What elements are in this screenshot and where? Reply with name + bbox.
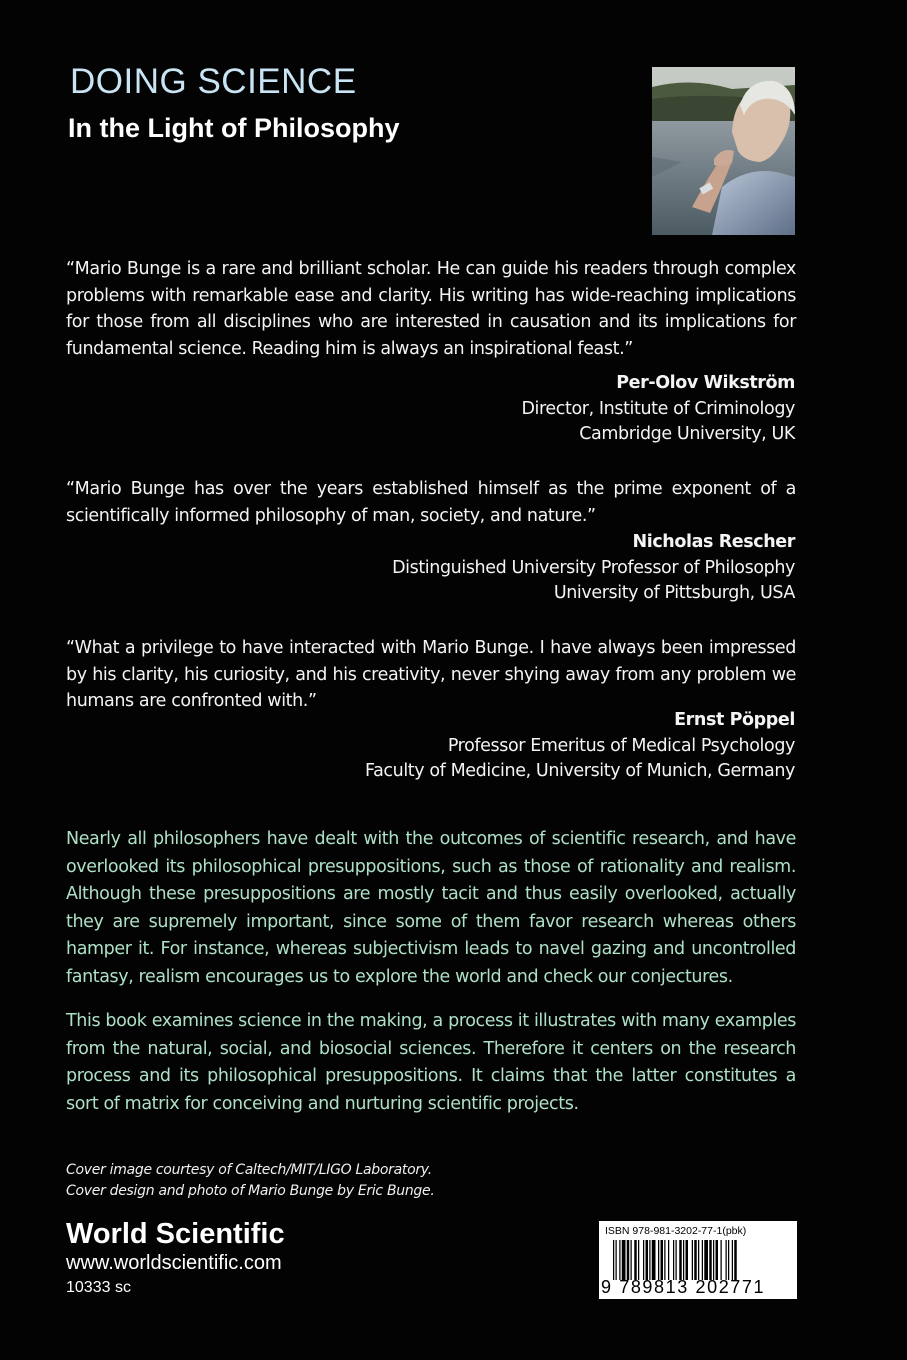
quote-author-title: Director, Institute of Criminology [521, 398, 795, 419]
barcode-bars [613, 1240, 785, 1280]
quote-author-affiliation: Faculty of Medicine, University of Munich, Germany [365, 761, 795, 781]
quote-author-affiliation: University of Pittsburgh, USA [553, 583, 795, 603]
quote-text: “Mario Bunge is a rare and brilliant scholar. He can guide his readers through complex problems with remarkable ease and clarity. His writing has wide-reaching implications for those from all disciplines who are interested in causation and its implications for fundamental science. Reading him is always an inspirational feast.” [66, 259, 796, 359]
cover-credits [66, 1160, 435, 1202]
quote-author-name: Per-Olov Wikström [616, 373, 795, 393]
testimonial-attribution-2 [392, 530, 795, 607]
cover-design-credit: Cover design and photo of Mario Bunge by Eric Bunge. [66, 1183, 435, 1199]
author-photo [652, 67, 795, 235]
quote-author-title: Distinguished University Professor of Philosophy [392, 557, 795, 578]
testimonial-quote-1 [66, 256, 796, 362]
publisher-name: World Scientific [66, 1218, 285, 1250]
quote-author-name: Nicholas Rescher [632, 532, 795, 552]
book-description-paragraph-2: This book examines science in the making, a process it illustrates with many examples from the natural, social, and biosocial sciences. Therefore it centers on the research process and its philosophical presuppositions. It claims that the latter constitutes a sort of matrix for conceiving and nurturing scientific projects. [66, 1011, 796, 1114]
isbn-digits: 9 789813 202771 [601, 1277, 766, 1297]
quote-author-name: Ernst Pöppel [674, 710, 795, 730]
publisher-website: www.worldscientific.com [66, 1252, 282, 1274]
book-title: DOING SCIENCE [70, 62, 357, 101]
isbn-label: ISBN 978-981-3202-77-1(pbk) [605, 1225, 747, 1237]
quote-author-title: Professor Emeritus of Medical Psychology [447, 735, 795, 756]
book-description-paragraph-1: Nearly all philosophers have dealt with the outcomes of scientific research, and have overlooked its philosophical presuppositions, such as those of rationality and realism. Although these presuppositions are mostly tacit and thus easily overlooked, actually they are supremely important, since some of them favor research whereas others hamper it. For instance, whereas subjectivism leads to navel gazing and uncontrolled fantasy, realism encourages us to explore the world and check our conjectures. [66, 829, 796, 987]
testimonial-quote-2 [66, 476, 796, 529]
testimonial-attribution-3 [365, 708, 795, 785]
product-code: 10333 sc [66, 1279, 131, 1296]
testimonial-attribution-1 [521, 371, 795, 448]
quote-text: “Mario Bunge has over the years established himself as the prime exponent of a scientifically informed philosophy of man, society, and nature.” [66, 479, 796, 526]
quote-text: “What a privilege to have interacted with Mario Bunge. I have always been impressed by his clarity, his curiosity, and his creativity, never shying away from any problem we humans are confronted with.” [66, 638, 796, 711]
cover-image-credit: Cover image courtesy of Caltech/MIT/LIGO Laboratory. [66, 1162, 432, 1178]
quote-author-affiliation: Cambridge University, UK [579, 424, 795, 444]
isbn-barcode [599, 1221, 797, 1299]
testimonial-quote-3 [66, 635, 796, 715]
book-subtitle: In the Light of Philosophy [68, 113, 400, 143]
